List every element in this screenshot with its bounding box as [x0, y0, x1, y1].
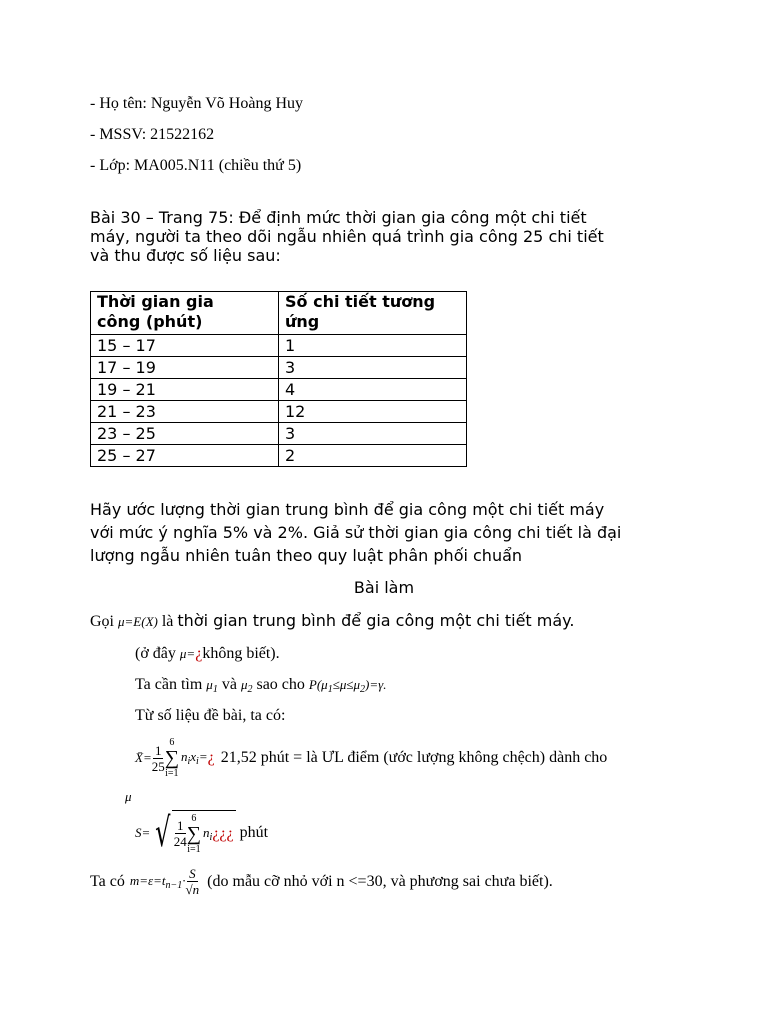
sum-lower-limit: i=1	[165, 768, 179, 779]
note-prefix: (ở đây	[135, 645, 176, 662]
table-row	[91, 445, 467, 467]
term-n: n	[203, 824, 210, 840]
sum-symbol	[187, 813, 201, 855]
taco-suffix: (do mẫu cỡ nhỏ với n <=30, và phương sai chưa biết).	[207, 872, 553, 890]
s-red-glyphs: ¿¿¿	[212, 824, 234, 842]
mu-definition-formula: μ=E(X)	[118, 614, 158, 629]
radicand	[172, 810, 236, 856]
sum-upper-limit: 6	[169, 737, 175, 748]
find-line	[135, 676, 387, 695]
question-line: Hãy ước lượng thời gian trung bình để gia công một chi tiết máy	[90, 500, 605, 519]
denominator: 24	[173, 834, 187, 849]
margin-formula-line	[90, 866, 553, 897]
s-unit: phút	[239, 824, 269, 841]
table-cell: 19 – 21	[91, 379, 279, 401]
sum-upper-limit: 6	[191, 812, 197, 824]
sum-term	[203, 825, 212, 843]
header-text: Thời gian gia	[97, 292, 214, 311]
taco-prefix: Ta có	[90, 872, 125, 890]
table-cell: 1	[279, 335, 467, 357]
mu-glyph: μ	[206, 677, 213, 692]
find-prefix: Ta cần tìm	[135, 676, 203, 693]
numerator: S	[189, 866, 196, 881]
table-cell: 4	[279, 379, 467, 401]
find-mid: sao cho	[256, 676, 305, 693]
formula-part: P(μ	[308, 677, 328, 692]
subscript: i	[196, 756, 199, 767]
table-cell: 3	[279, 423, 467, 445]
table-row	[91, 423, 467, 445]
student-name: - Họ tên: Nguyễn Võ Hoàng Huy	[90, 95, 304, 112]
header-text: ứng	[285, 312, 320, 331]
denominator: 25	[151, 758, 165, 774]
mu-continuation: μ	[125, 789, 132, 804]
question-text	[90, 498, 710, 567]
table-row	[91, 401, 467, 423]
table-cell: 2	[279, 445, 467, 467]
fraction	[152, 743, 165, 774]
subscript: 1	[327, 684, 333, 695]
subscript: n−1	[165, 879, 183, 891]
solution-title: Bài làm	[353, 578, 415, 597]
question-line: lượng ngẫu nhiên tuân theo quy luật phân phối chuẩn	[90, 546, 523, 565]
numerator: 1	[177, 818, 184, 833]
table-header-cell	[91, 292, 279, 335]
sqrt-symbol	[150, 810, 235, 856]
question-line: với mức ý nghĩa 5% và 2%. Giả sử thời gian gia công chi tiết là đại	[90, 523, 622, 542]
table-row	[91, 357, 467, 379]
sum-term	[181, 749, 208, 767]
table-cell: 23 – 25	[91, 423, 279, 445]
radical-glyph: √	[155, 810, 171, 856]
mu1-symbol	[206, 677, 218, 695]
goi-la: là	[161, 613, 174, 630]
subscript: 2	[360, 684, 366, 695]
note-red-glyph: ¿	[195, 645, 203, 662]
data-intro: Từ số liệu đề bài, ta có:	[135, 707, 286, 724]
note-formula: μ=	[179, 646, 196, 661]
margin-formula	[130, 873, 186, 891]
xbar-lhs: X̄=	[135, 750, 152, 765]
sigma-glyph: ∑	[164, 747, 179, 769]
table-cell: 25 – 27	[91, 445, 279, 467]
equals: =	[198, 749, 208, 764]
problem-line: và thu được số liệu sau:	[90, 246, 281, 265]
formula-part: ≤μ≤μ	[332, 677, 361, 692]
sigma-glyph: ∑	[186, 822, 202, 845]
definition-line	[90, 611, 574, 631]
fraction	[174, 818, 187, 849]
dot: ·	[182, 872, 186, 888]
table-cell: 12	[279, 401, 467, 423]
s-lhs: S=	[135, 825, 151, 840]
student-id: - MSSV: 21522162	[90, 126, 215, 143]
class-code: - Lớp: MA005.N11 (chiều thứ 5)	[90, 157, 302, 174]
mu-glyph: μ	[240, 677, 248, 692]
sum-symbol	[165, 737, 179, 779]
term-x: x	[190, 749, 197, 764]
subscript: 1	[212, 684, 218, 695]
std-formula-line	[135, 810, 268, 856]
note-line	[135, 645, 280, 663]
problem-line: Bài 30 – Trang 75: Để định mức thời gian gia công một chi tiết	[90, 208, 587, 227]
subscript: i	[187, 756, 191, 767]
header-text: Số chi tiết tương	[285, 292, 436, 311]
table-header-row	[91, 292, 467, 335]
problem-line: máy, người ta theo dõi ngẫu nhiên quá trình gia công 25 chi tiết	[90, 227, 604, 246]
table-cell: 21 – 23	[91, 401, 279, 423]
formula-part: m=ε=t	[129, 872, 166, 888]
note-suffix: không biết).	[202, 645, 280, 662]
xbar-description: 21,52 phút = là ƯL điểm (ước lượng không chệch) dành cho	[220, 749, 608, 766]
table-header-cell	[279, 292, 467, 335]
find-and: và	[221, 676, 237, 693]
table-cell: 3	[279, 357, 467, 379]
probability-formula	[308, 677, 387, 695]
goi-text: thời gian trung bình để gia công một chi tiết máy.	[177, 611, 575, 630]
table-row	[91, 335, 467, 357]
xbar-red-glyph: ¿	[207, 749, 215, 766]
numerator: 1	[154, 742, 162, 758]
problem-statement	[90, 208, 690, 265]
mean-formula-line	[135, 737, 607, 779]
header-text: công (phút)	[97, 312, 203, 331]
table-cell: 15 – 17	[91, 335, 279, 357]
subscript: i	[209, 831, 213, 843]
mu2-symbol	[240, 677, 253, 695]
formula-part: )=γ.	[365, 677, 387, 692]
table-row	[91, 379, 467, 401]
goi-prefix: Gọi	[90, 613, 114, 630]
sum-lower-limit: i=1	[187, 843, 201, 855]
fraction	[186, 866, 200, 897]
term-n: n	[180, 749, 188, 764]
table-cell: 17 – 19	[91, 357, 279, 379]
denominator: √n	[185, 882, 200, 897]
data-table	[90, 291, 467, 467]
subscript: 2	[247, 684, 253, 695]
